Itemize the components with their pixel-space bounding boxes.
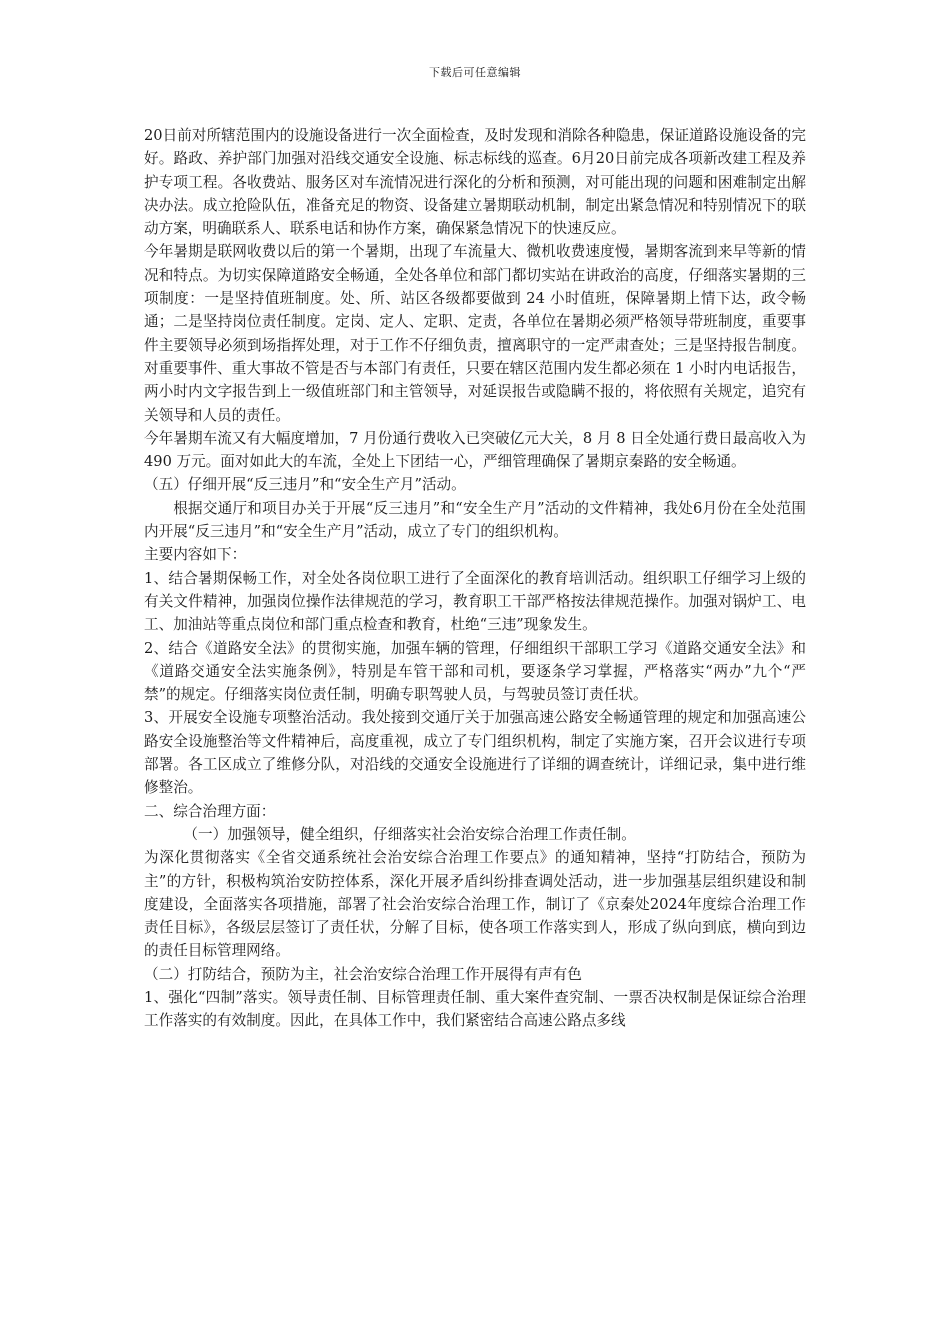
list-item-road-safety-law: 2、结合《道路安全法》的贯彻实施，加强车辆的管理，仔细组织干部职工学习《道路交通安全法》和《道路交通安全法实施条例》，特别是车管干部和司机，要逐条学习掌握，严格落实“两办”九个“严禁”的规定。仔细落实岗位责任制，明确专职驾驶人员，与驾驶员签订责任状。 xyxy=(144,639,806,704)
list-item-safety-facilities: 3、开展安全设施专项整治活动。我处接到交通厅关于加强高速公路安全畅通管理的规定和加强高速公路安全设施整治等文件精神后，高度重视，成立了专门组织机构，制定了实施方案，召开会议进行专项部署。各工区成立了维修分队，对沿线的交通安全设施进行了详细的调查统计，详细记录，集中进行维修整治。 xyxy=(144,709,806,797)
page-header-note: 下载后可任意编辑 xyxy=(429,66,521,79)
paragraph-main-content: 主要内容如下： xyxy=(144,546,247,564)
section-heading-five: （五）仔细开展“反三违月”和“安全生产月”活动。 xyxy=(144,476,466,494)
paragraph-campaign-intro: 根据交通厅和项目办关于开展“反三违月”和“安全生产月”活动的文件精神，我处6月份在全处范围内开展“反三违月”和“安全生产月”活动，成立了专门的组织机构。 xyxy=(144,499,806,541)
subheading-two: （二）打防结合，预防为主，社会治安综合治理工作开展得有声有色 xyxy=(144,965,582,983)
list-item-training: 1、结合暑期保畅工作，对全处各岗位职工进行了全面深化的教育培训活动。组织职工仔细学习上级的有关文件精神，加强岗位操作法律规范的学习，教育职工干部严格按法律规范操作。加强对锅炉工、电工、加油站等重点岗位和部门重点检查和教育，杜绝“三违”现象发生。 xyxy=(144,569,806,634)
paragraph-summer-traffic: 今年暑期车流又有大幅度增加，7 月份通行费收入已突破亿元大关，8 月 8 日全处通行费日最高收入为 490 万元。面对如此大的车流，全处上下团结一心，严细管理确保了暑期京秦路的安全畅通。 xyxy=(144,429,806,471)
document-body xyxy=(144,124,806,1033)
list-item-four-systems: 1、强化“四制”落实。领导责任制、目标管理责任制、重大案件查究制、一票否决权制是保证综合治理工作落实的有效制度。因此，在具体工作中，我们紧密结合高速公路点多线 xyxy=(144,988,806,1030)
paragraph-comprehensive-governance: 为深化贯彻落实《全省交通系统社会治安综合治理工作要点》的通知精神，坚持“打防结合，预防为主”的方针，积极构筑治安防控体系，深化开展矛盾纠纷排查调处活动，进一步加强基层组织建设和制度建设，全面落实各项措施，部署了社会治安综合治理工作，制订了《京秦处2024年度综合治理工作责任目标》，各级层层签订了责任状，分解了目标，使各项工作落实到人，形成了纵向到底，横向到边的责任目标管理网络。 xyxy=(144,849,806,960)
paragraph-inspection: 20日前对所辖范围内的设施设备进行一次全面检查，及时发现和消除各种隐患，保证道路设施设备的完好。路政、养护部门加强对沿线交通安全设施、标志标线的巡查。6月20日前完成各项新改建工程及养护专项工程。各收费站、服务区对车流情况进行深化的分析和预测，对可能出现的问题和困难制定出解决办法。成立抢险队伍，准备充足的物资、设备建立暑期联动机制，制定出紧急情况和特别情况下的联动方案，明确联系人、联系电话和协作方案，确保紧急情况下的快速反应。 xyxy=(144,127,806,238)
paragraph-summer-system: 今年暑期是联网收费以后的第一个暑期，出现了车流量大、微机收费速度慢，暑期客流到来早等新的情况和特点。为切实保障道路安全畅通，全处各单位和部门都切实站在讲政治的高度，仔细落实暑期的三项制度：一是坚持值班制度。处、所、站区各级都要做到 24 小时值班，保障暑期上情下达，政令畅通；二是坚持岗位责任制度。定岗、定人、定职、定责，各单位在暑期必须严格领导带班制度，重要事件主要领导必须到场指挥处理，对于工作不仔细负责，擅离职守的一定严肃查处；三是坚持报告制度。对重要事件、重大事故不管是否与本部门有责任，只要在辖区范围内发生都必须在 1 小时内电话报告，两小时内文字报告到上一级值班部门和主管领导，对延误报告或隐瞒不报的，将依照有关规定，追究有关领导和人员的责任。 xyxy=(144,243,806,424)
subheading-one: （一）加强领导，健全组织，仔细落实社会治安综合治理工作责任制。 xyxy=(183,825,636,843)
section-heading-two: 二、综合治理方面： xyxy=(144,802,276,820)
